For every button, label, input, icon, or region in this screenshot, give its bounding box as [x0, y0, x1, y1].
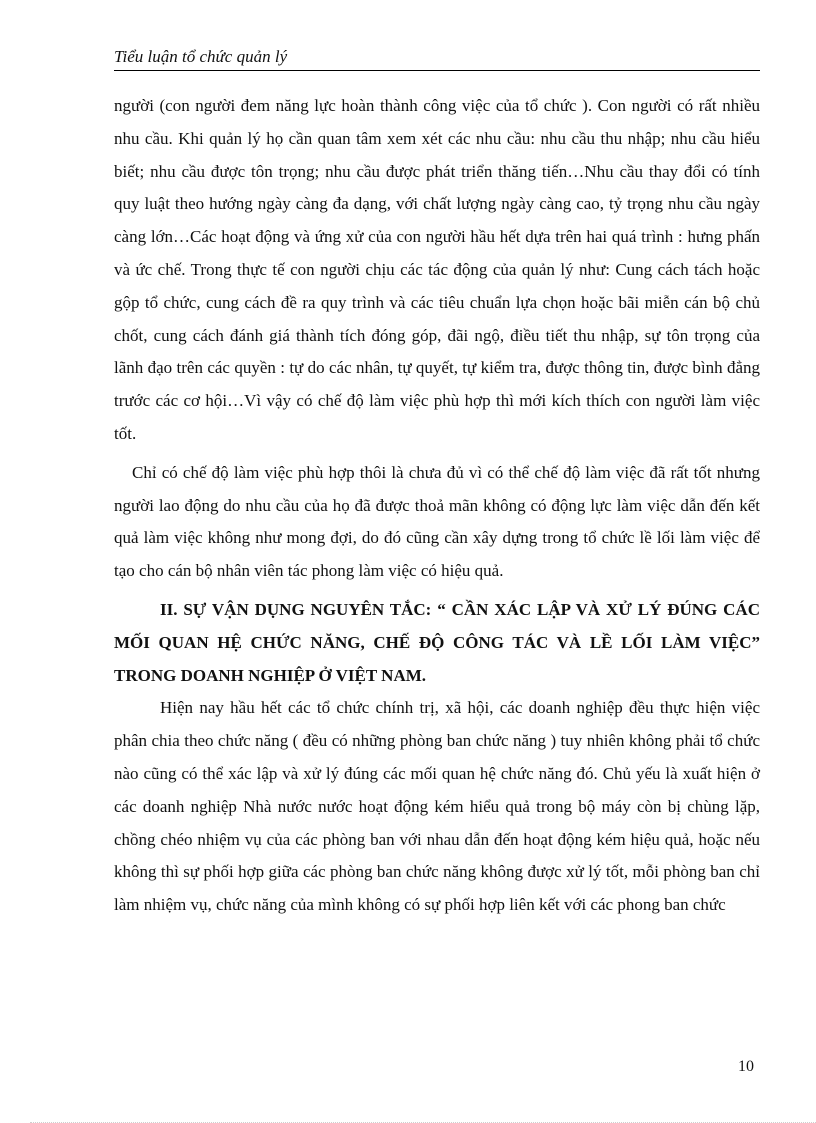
document-body — [114, 90, 760, 922]
page-number: 10 — [738, 1058, 754, 1075]
header-title: Tiểu luận tổ chức quản lý — [114, 47, 288, 66]
section-heading: II. SỰ VẬN DỤNG NGUYÊN TẮC: “ CẦN XÁC LẬP VÀ XỬ LÝ ĐÚNG CÁC MỐI QUAN HỆ CHỨC NĂNG, CHẾ ĐỘ CÔNG TÁC VÀ LỀ LỐI LÀM VIỆC” TRONG DOANH NGHIỆP Ở VIỆT NAM. — [114, 599, 760, 685]
paragraph-3: Hiện nay hầu hết các tổ chức chính trị, xã hội, các doanh nghiệp đều thực hiện việc phân chia theo chức năng ( đều có những phòng ban chức năng ) tuy nhiên không phải tổ chức nào cũng có thể xác lập và xử lý đúng các mối quan hệ chức năng đó. Chủ yếu là xuất hiện ở các doanh nghiệp Nhà nước nước hoạt động kém hiểu quả trong bộ máy còn bị chùng lặp, chồng chéo nhiệm vụ của các phòng ban với nhau dẫn đến hoạt động kém hiệu quả, hoặc nếu không thì sự phối hợp giữa các phòng ban chức năng không được xử lý tốt, mỗi phòng ban chỉ làm nhiệm vụ, chức năng của mình không có sự phối hợp liên kết với các phong ban chức — [114, 698, 760, 915]
paragraph-1: người (con người đem năng lực hoàn thành công việc của tổ chức ). Con người có rất nhiều nhu cầu. Khi quản lý họ cần quan tâm xem xét các nhu cầu: nhu cầu thu nhập; nhu cầu hiểu biết; nhu cầu được tôn trọng; nhu cầu được phát triển thăng tiến…Nhu cầu thay đổi có tính quy luật theo hướng ngày càng đa dạng, với chất lượng ngày càng cao, tỷ trọng nhu cầu ngày càng lớn…Các hoạt động và ứng xử của con người hầu hết dựa trên hai quá trình : hưng phấn và ức chế. Trong thực tế con người chịu các tác động của quản lý như: Cung cách tách hoặc gộp tổ chức, cung cách đề ra quy trình và các tiêu chuẩn lựa chọn hoặc bãi miễn cán bộ chủ chốt, cung cách đánh giá thành tích đóng góp, đãi ngộ, điều tiết thu nhập, sự tôn trọng của lãnh đạo trên các quyền : tự do các nhân, tự quyết, tự kiểm tra, được thông tin, được bình đẳng trước các cơ hội…Vì vậy có chế độ làm việc phù hợp thì mới kích thích con người làm việc tốt. — [114, 96, 760, 443]
page-header — [114, 46, 760, 71]
paragraph-2: Chỉ có chế độ làm việc phù hợp thôi là chưa đủ vì có thể chế độ làm việc đã rất tốt nhưng người lao động do nhu cầu của họ đã được thoả mãn không có động lực làm việc dẫn đến kết quả làm việc không như mong đợi, do đó cũng cần xây dựng trong tổ chức lề lối làm việc để tạo cho cán bộ nhân viên tác phong làm việc có hiệu quả. — [114, 462, 760, 581]
